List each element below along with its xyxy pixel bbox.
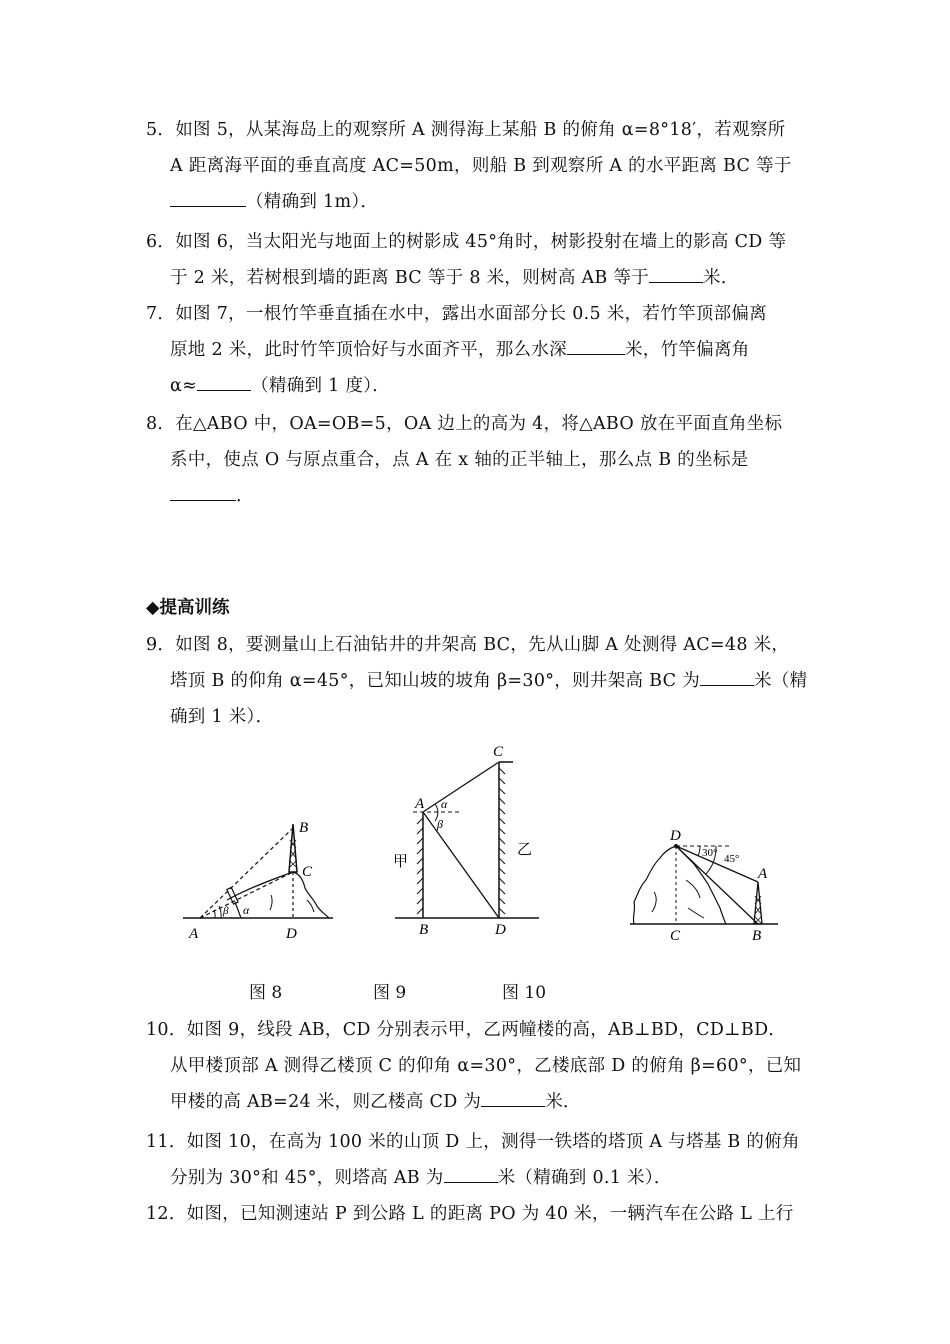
question-5 xyxy=(146,112,816,220)
question-text: ． xyxy=(236,486,254,506)
answer-blank[interactable] xyxy=(444,1164,498,1183)
question-10 xyxy=(146,1012,816,1120)
answer-blank[interactable] xyxy=(567,336,625,355)
label-beta: β xyxy=(437,817,443,831)
label-b: B xyxy=(752,928,762,944)
label-b: B xyxy=(299,820,309,836)
question-text: 塔顶 B 的仰角 α=45°，已知山坡的坡角 β=30°，则井架高 BC 为 xyxy=(170,671,701,691)
answer-blank[interactable] xyxy=(197,372,251,391)
question-text: 在△ABO 中，OA=OB=5，OA 边上的高为 4，将△ABO 放在平面直角坐标 xyxy=(175,414,783,434)
question-text: 米，竹竿偏离角 xyxy=(624,340,750,360)
answer-blank[interactable] xyxy=(170,188,246,207)
label-alpha: α xyxy=(441,797,448,811)
question-text: 确到 1 米）． xyxy=(170,707,274,727)
label-building-jia: 甲 xyxy=(393,852,409,870)
question-number: 7． xyxy=(146,304,176,324)
question-text: 如图 8，要测量山上石油钻井的井架高 BC，先从山脚 A 处测得 AC=48 米， xyxy=(175,635,790,655)
label-beta: β xyxy=(223,905,229,917)
answer-blank[interactable] xyxy=(700,667,754,686)
question-number: 5． xyxy=(146,120,176,140)
question-text: 原地 2 米，此时竹竿顶恰好与水面齐平，那么水深 xyxy=(170,340,567,360)
label-building-yi: 乙 xyxy=(517,840,533,858)
label-d: D xyxy=(670,828,681,844)
label-c: C xyxy=(493,744,504,760)
label-c: C xyxy=(670,928,681,944)
question-number: 8． xyxy=(146,414,176,434)
question-text: 如图 6，当太阳光与地面上的树影成 45°角时，树影投射在墙上的影高 CD 等 xyxy=(175,232,787,252)
question-text: 如图 7，一根竹竿垂直插在水中，露出水面部分长 0.5 米，若竹竿顶部偏离 xyxy=(175,304,767,324)
label-d: D xyxy=(286,926,297,942)
question-number: 6． xyxy=(146,232,176,252)
answer-blank[interactable] xyxy=(649,264,703,283)
figure-9 xyxy=(385,740,545,945)
question-text: 如图 9，线段 AB，CD 分别表示甲，乙两幢楼的高，AB⊥BD，CD⊥BD． xyxy=(186,1020,787,1040)
question-text: 如图 10，在高为 100 米的山顶 D 上，测得一铁塔的塔顶 A 与塔基 B 的俯角 xyxy=(186,1132,800,1152)
label-c: C xyxy=(302,864,313,880)
question-text: 米． xyxy=(545,1092,581,1112)
question-number: 12． xyxy=(146,1204,187,1224)
question-text: 分别为 30°和 45°，则塔高 AB 为 xyxy=(170,1168,444,1188)
question-text: α≈ xyxy=(170,376,198,396)
question-9 xyxy=(146,627,816,735)
label-angle-30: 30° xyxy=(702,847,718,859)
question-text: （精确到 1m）． xyxy=(246,192,379,212)
figure-8-caption: 图 8 xyxy=(249,983,283,1003)
section-heading: ◆提高训练 xyxy=(146,598,230,618)
label-a: A xyxy=(189,926,199,942)
question-text: （精确到 1 度）． xyxy=(251,376,391,396)
figure-10-caption: 图 10 xyxy=(502,983,547,1003)
question-8 xyxy=(146,406,816,514)
figure-9-diagram xyxy=(385,740,545,945)
question-text: 甲楼的高 AB=24 米，则乙楼高 CD 为 xyxy=(170,1092,482,1112)
question-text: 米（精确到 0.1 米）． xyxy=(497,1168,672,1188)
question-text: A 距离海平面的垂直高度 AC=50m，则船 B 到观察所 A 的水平距离 BC 等于 xyxy=(170,156,792,176)
question-number: 9． xyxy=(146,635,176,655)
figure-9-caption: 图 9 xyxy=(373,983,407,1003)
answer-blank[interactable] xyxy=(170,482,236,501)
label-angle-45: 45° xyxy=(724,853,740,865)
question-number: 11． xyxy=(146,1132,187,1152)
label-d: D xyxy=(495,922,506,938)
figure-8-diagram xyxy=(175,810,345,945)
question-text: 如图，已知测速站 P 到公路 L 的距离 PO 为 40 米，一辆汽车在公路 L 上行 xyxy=(186,1204,794,1224)
label-alpha: α xyxy=(243,903,250,917)
question-text: 米． xyxy=(703,268,739,288)
question-7 xyxy=(146,296,816,404)
question-text: 系中，使点 O 与原点重合，点 A 在 x 轴的正半轴上，那么点 B 的坐标是 xyxy=(170,450,749,470)
figure-8 xyxy=(175,810,345,945)
question-11 xyxy=(146,1124,816,1196)
question-12 xyxy=(146,1196,816,1232)
figure-10 xyxy=(620,820,780,945)
question-text: 于 2 米，若树根到墙的距离 BC 等于 8 米，则树高 AB 等于 xyxy=(170,268,650,288)
label-a: A xyxy=(415,796,425,812)
question-text: 从甲楼顶部 A 测得乙楼顶 C 的仰角 α=30°，乙楼底部 D 的俯角 β=60°，已知 xyxy=(170,1056,802,1076)
question-number: 10． xyxy=(146,1020,187,1040)
label-a: A xyxy=(758,866,768,882)
question-6 xyxy=(146,224,816,296)
question-text: 如图 5，从某海岛上的观察所 A 测得海上某船 B 的俯角 α=8°18′，若观察所 xyxy=(175,120,786,140)
answer-blank[interactable] xyxy=(481,1088,545,1107)
question-text: 米（精 xyxy=(754,671,808,691)
figure-10-diagram xyxy=(620,820,780,945)
label-b: B xyxy=(419,922,429,938)
